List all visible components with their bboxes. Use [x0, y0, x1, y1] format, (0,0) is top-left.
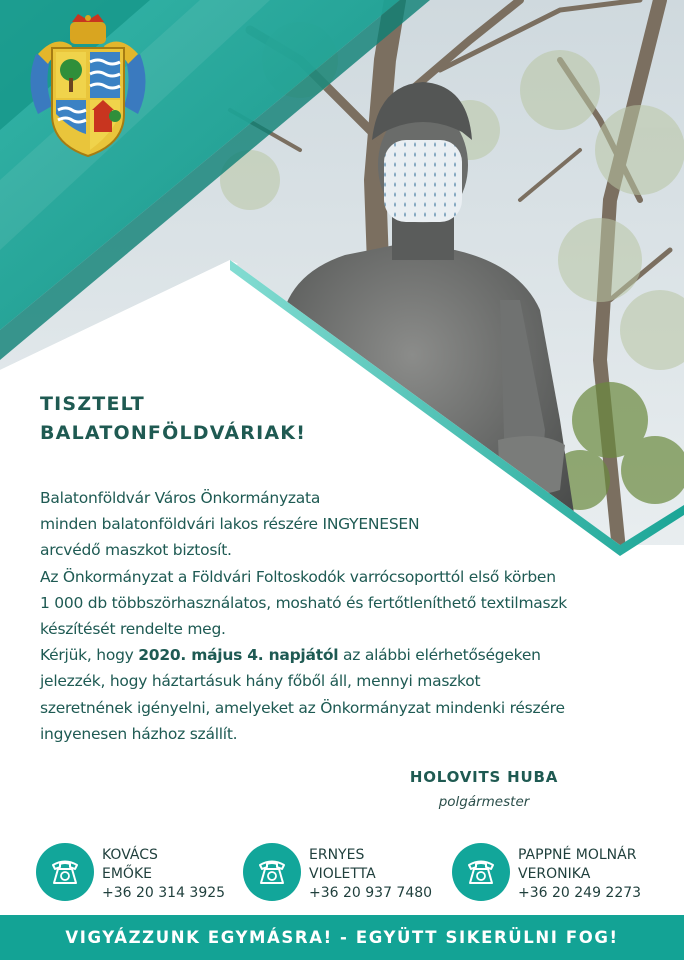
body-line: minden balatonföldvári lakos részére INGYENESEN	[40, 515, 420, 534]
telephone-icon	[36, 843, 94, 901]
body-line: készítését rendelte meg.	[40, 620, 226, 639]
announcement-text	[40, 485, 660, 747]
contact-info	[102, 846, 225, 903]
body-text-run: Kérjük, hogy	[40, 646, 139, 665]
contact-name-line: VIOLETTA	[309, 866, 376, 882]
contact-name-line: VERONIKA	[518, 866, 591, 882]
contact-phone[interactable]: +36 20 249 2273	[518, 885, 642, 901]
body-line	[40, 642, 660, 668]
body-line: arcvédő maszkot biztosít.	[40, 541, 232, 560]
body-line: 1 000 db többszörhasználatos, mosható és fertőtleníthető textilmaszk	[40, 593, 567, 612]
contact-name-line: ERNYES	[309, 847, 365, 863]
telephone-icon	[452, 843, 510, 901]
signatory-name: HOLOVITS HUBA	[409, 768, 559, 786]
contact-name-line: KOVÁCS	[102, 847, 158, 863]
body-line: ingyenesen házhoz szállít.	[40, 724, 238, 743]
footer-slogan-banner	[0, 915, 684, 960]
start-date: 2020. május 4. napjától	[138, 646, 339, 665]
coat-of-arms-logo	[26, 14, 150, 159]
footer-slogan: VIGYÁZZUNK EGYMÁSRA! - EGYÜTT SIKERÜLNI FOG!	[65, 928, 619, 947]
contact-info	[518, 846, 641, 903]
contact-name-line: PAPPNÉ MOLNÁR	[518, 847, 637, 863]
contact-phone[interactable]: +36 20 314 3925	[102, 885, 226, 901]
signatory-title: polgármester	[438, 794, 530, 810]
greeting-heading	[40, 390, 306, 448]
telephone-icon	[243, 843, 301, 901]
body-line: szeretnének igényelni, amelyeket az Önkormányzat mindenki részére	[40, 698, 565, 717]
contact-phone[interactable]: +36 20 937 7480	[309, 885, 433, 901]
body-text-run: az alábbi elérhetőségeken	[338, 646, 541, 665]
heading-line-1: TISZTELT	[40, 393, 145, 415]
body-line: Balatonföldvár Város Önkormányzata	[40, 489, 321, 507]
heading-line-2: BALATONFÖLDVÁRIAK!	[40, 422, 307, 444]
contact-info	[309, 846, 432, 903]
body-line: Az Önkormányzat a Földvári Foltoskodók varrócsoporttól első körben	[40, 567, 556, 586]
contact-name-line: EMŐKE	[102, 866, 152, 882]
body-line: jelezzék, hogy háztartásuk hány főből áll, mennyi maszkot	[40, 672, 481, 691]
